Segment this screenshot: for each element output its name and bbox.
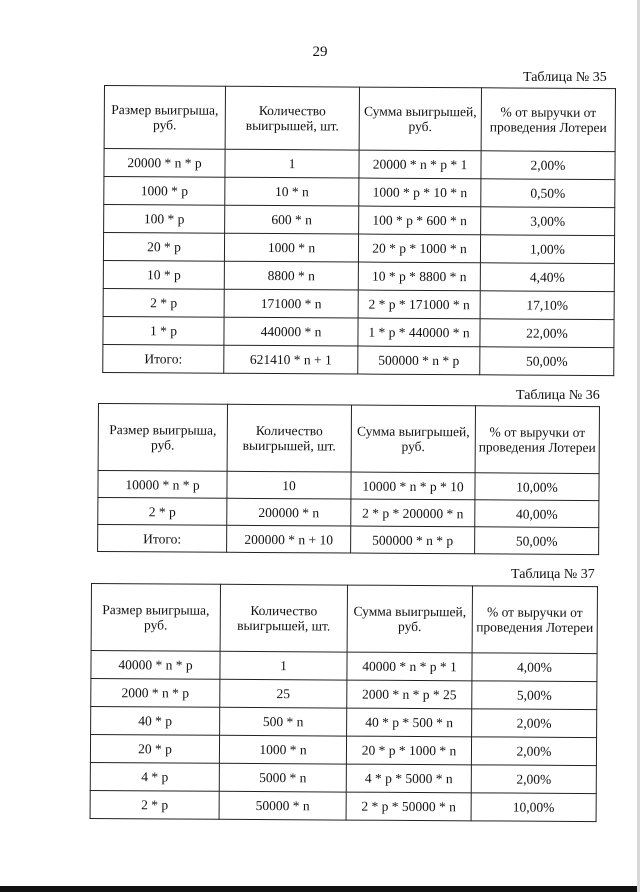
cell-revenue-percent: 10,00%	[471, 793, 596, 822]
table-row	[90, 762, 596, 793]
cell-prize-count: 25	[220, 679, 347, 708]
cell-prize-sum: 1000 * p * 10 * n	[359, 178, 481, 207]
cell-prize-sum: 20000 * n * p * 1	[359, 150, 481, 179]
cell-revenue-percent: 3,00%	[481, 207, 615, 236]
cell-revenue-percent: 2,00%	[472, 709, 597, 738]
table-row	[103, 260, 614, 291]
cell-prize-size: 40 * p	[91, 707, 220, 736]
cell-prize-count: 600 * n	[225, 205, 359, 234]
cell-prize-size: 2 * p	[90, 790, 219, 819]
cell-prize-sum: 1 * p * 440000 * n	[358, 318, 480, 347]
prize-table-35	[102, 85, 616, 376]
prize-table-37	[90, 583, 598, 822]
header-cell-revenue-percent: % от выручки от проведения Лотереи	[472, 586, 597, 654]
cell-prize-count: 440000 * n	[224, 317, 358, 346]
cell-prize-size: 1000 * p	[104, 177, 225, 206]
cell-revenue-percent: 40,00%	[475, 500, 599, 528]
cell-prize-size: 10 * p	[103, 260, 224, 289]
cell-revenue-percent: 2,00%	[471, 737, 596, 766]
cell-prize-size: 2 * p	[103, 288, 224, 317]
table-row	[103, 233, 614, 264]
scan-edge-bottom	[0, 886, 640, 892]
page-number: 29	[312, 44, 328, 60]
cell-total-percent: 50,00%	[475, 527, 599, 555]
cell-prize-sum: 20 * p * 1000 * n	[358, 234, 480, 263]
cell-prize-sum: 2 * p * 200000 * n	[351, 499, 475, 527]
cell-revenue-percent: 5,00%	[472, 681, 597, 710]
table-row	[98, 498, 599, 528]
header-cell-prize-count: Количество выигрышей, шт.	[225, 86, 359, 150]
cell-total-label: Итого:	[98, 525, 227, 553]
table-row	[90, 790, 596, 821]
cell-prize-count: 8800 * n	[224, 261, 358, 290]
header-cell-prize-count: Количество выигрышей, шт.	[227, 404, 351, 472]
header-cell-prize-size: Размер выигрыша, руб.	[91, 584, 220, 652]
table-total-row	[103, 344, 614, 375]
table-row	[98, 471, 599, 501]
table-header-row	[104, 86, 615, 152]
cell-prize-count: 10 * n	[225, 177, 359, 206]
table-row	[91, 651, 597, 682]
cell-prize-sum: 2000 * n * p * 25	[347, 680, 472, 709]
cell-revenue-percent: 0,50%	[481, 179, 615, 208]
cell-prize-size: 2 * p	[98, 498, 227, 526]
cell-total-sum: 500000 * n * p	[351, 526, 475, 554]
cell-prize-count: 200000 * n	[227, 498, 351, 526]
header-cell-revenue-percent: % от выручки от проведения Лотереи	[475, 406, 599, 474]
table-row	[103, 316, 614, 347]
cell-prize-sum: 40000 * n * p * 1	[347, 652, 472, 681]
table-row	[104, 177, 615, 208]
cell-prize-count: 1000 * n	[224, 233, 358, 262]
cell-total-count: 621410 * n + 1	[224, 345, 358, 374]
cell-prize-sum: 10000 * n * p * 10	[351, 472, 475, 500]
table-row	[104, 149, 615, 180]
cell-prize-size: 20 * p	[90, 735, 219, 764]
table-row	[91, 679, 597, 710]
cell-revenue-percent: 10,00%	[475, 473, 599, 501]
cell-prize-sum: 20 * p * 1000 * n	[346, 736, 471, 765]
table-total-row	[98, 525, 599, 555]
cell-revenue-percent: 1,00%	[480, 235, 614, 264]
cell-total-sum: 500000 * n * p	[358, 346, 480, 375]
cell-prize-sum: 2 * p * 50000 * n	[346, 792, 471, 821]
header-cell-prize-sum: Сумма выигрышей, руб.	[351, 405, 475, 473]
cell-prize-size: 40000 * n * p	[91, 651, 220, 680]
cell-prize-count: 500 * n	[220, 707, 347, 736]
cell-prize-sum: 10 * p * 8800 * n	[358, 262, 480, 291]
header-cell-prize-sum: Сумма выигрышей, руб.	[347, 585, 472, 653]
cell-prize-count: 171000 * n	[224, 289, 358, 318]
cell-total-count: 200000 * n + 10	[227, 525, 351, 553]
cell-total-label: Итого:	[103, 344, 224, 373]
cell-prize-size: 1 * p	[103, 316, 224, 345]
cell-revenue-percent: 22,00%	[480, 319, 614, 348]
cell-prize-count: 5000 * n	[219, 763, 346, 792]
table-caption: Таблица № 37	[511, 567, 595, 582]
table-row	[103, 288, 614, 319]
cell-prize-count: 1	[220, 651, 347, 680]
cell-prize-count: 10	[227, 471, 351, 499]
cell-revenue-percent: 2,00%	[481, 151, 615, 180]
cell-prize-size: 2000 * n * p	[91, 679, 220, 708]
cell-prize-size: 100 * p	[104, 205, 225, 234]
cell-prize-sum: 2 * p * 171000 * n	[358, 290, 480, 319]
table-header-row	[91, 584, 597, 654]
header-cell-prize-count: Количество выигрышей, шт.	[220, 584, 347, 652]
cell-revenue-percent: 2,00%	[471, 765, 596, 794]
cell-revenue-percent: 4,00%	[472, 653, 597, 682]
header-cell-prize-size: Размер выигрыша, руб.	[98, 404, 227, 472]
table-header-row	[98, 404, 599, 474]
cell-total-percent: 50,00%	[480, 347, 614, 376]
cell-revenue-percent: 4,40%	[480, 263, 614, 292]
cell-prize-count: 1000 * n	[219, 735, 346, 764]
table-caption: Таблица № 36	[516, 388, 600, 403]
cell-prize-size: 20000 * n * p	[104, 149, 225, 178]
table-row	[104, 205, 615, 236]
header-cell-revenue-percent: % от выручки от проведения Лотереи	[481, 88, 615, 152]
cell-prize-sum: 40 * p * 500 * n	[347, 708, 472, 737]
cell-prize-size: 20 * p	[103, 233, 224, 262]
table-caption: Таблица № 35	[523, 70, 607, 85]
cell-revenue-percent: 17,10%	[480, 291, 614, 320]
header-cell-prize-sum: Сумма выигрышей, руб.	[359, 87, 481, 151]
cell-prize-count: 1	[225, 149, 359, 178]
cell-prize-sum: 100 * p * 600 * n	[359, 206, 481, 235]
prize-table-36	[97, 403, 600, 555]
header-cell-prize-size: Размер выигрыша, руб.	[104, 86, 225, 150]
table-row	[91, 707, 597, 738]
cell-prize-sum: 4 * p * 5000 * n	[346, 764, 471, 793]
table-row	[90, 735, 596, 766]
cell-prize-size: 10000 * n * p	[98, 471, 227, 499]
cell-prize-count: 50000 * n	[219, 791, 346, 820]
cell-prize-size: 4 * p	[90, 762, 219, 791]
